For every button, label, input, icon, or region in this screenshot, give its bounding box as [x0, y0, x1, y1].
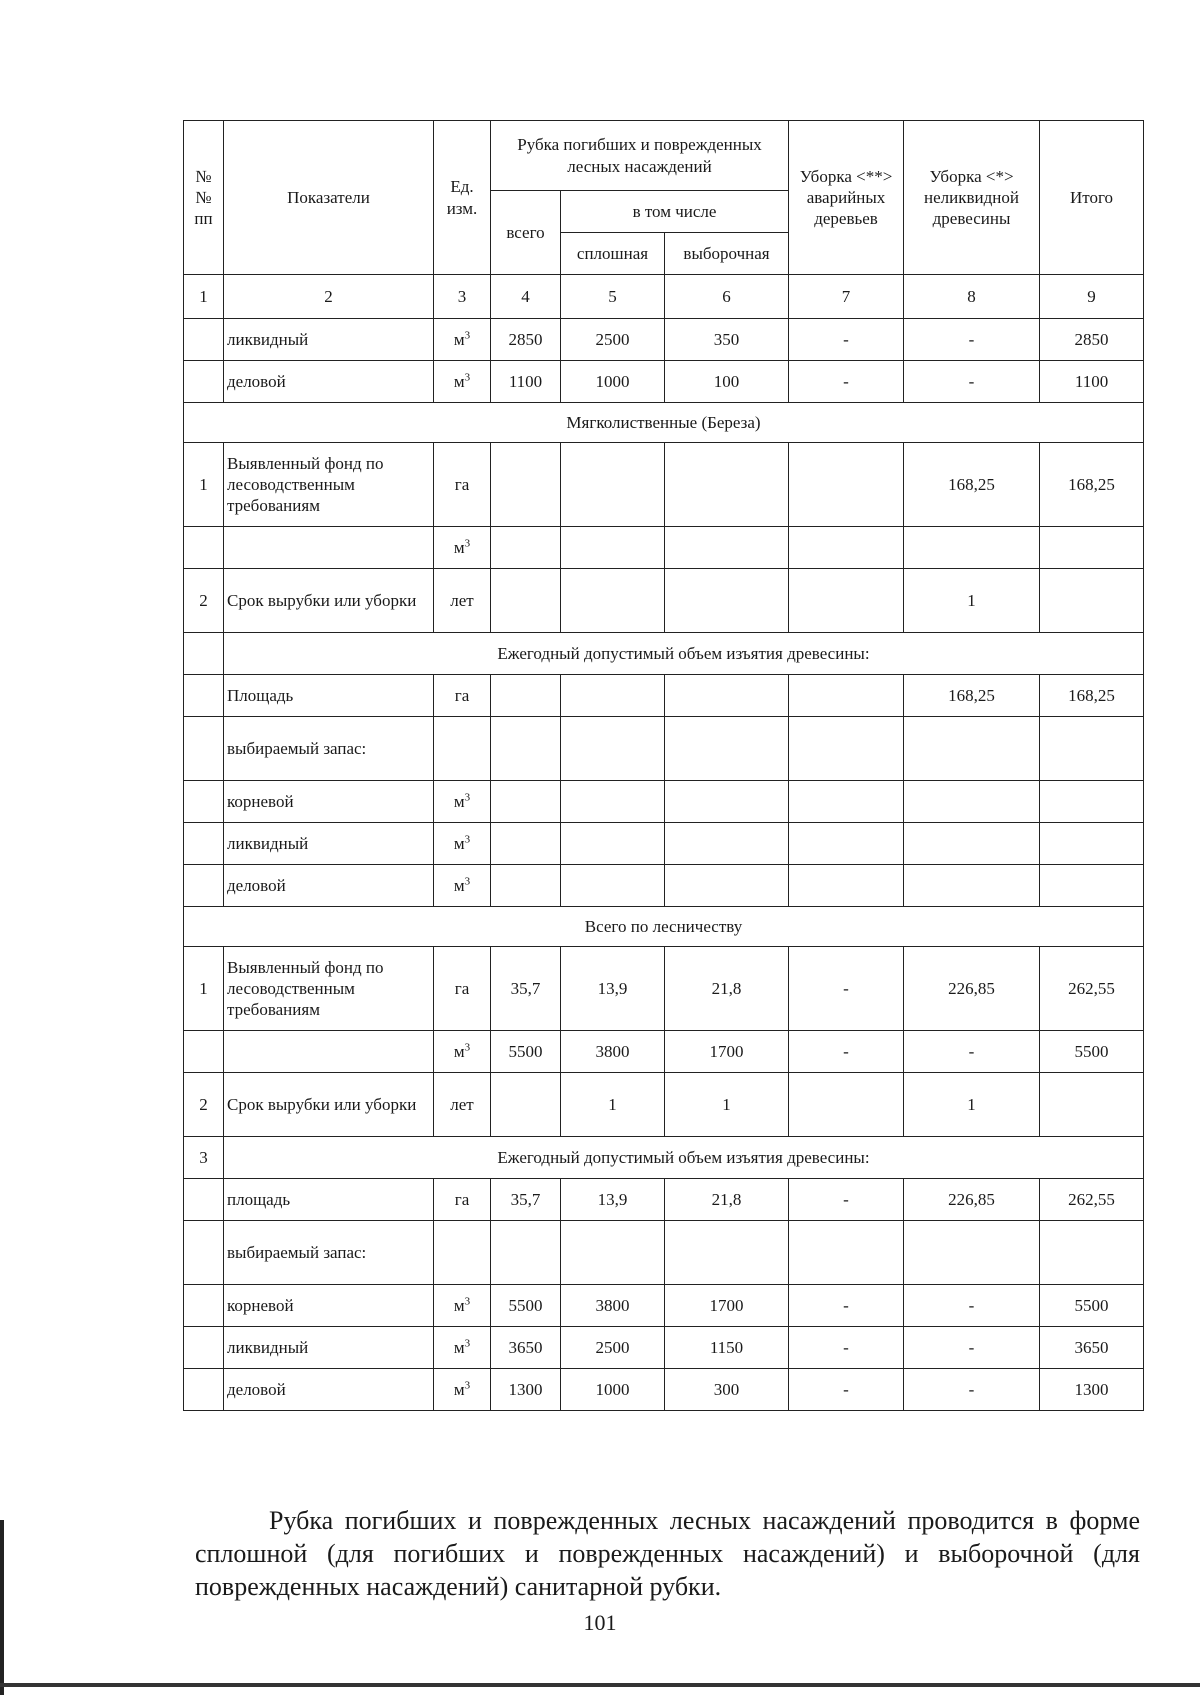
cell-c8: 168,25 [904, 443, 1040, 527]
table-row [184, 717, 1144, 781]
table-row [184, 947, 1144, 1031]
table-row [184, 1327, 1144, 1369]
cell-c5 [561, 443, 665, 527]
cell-c4: 3650 [491, 1327, 561, 1369]
row-number: 2 [184, 569, 224, 633]
cell-c4: 5500 [491, 1285, 561, 1327]
cell-c4: 35,7 [491, 947, 561, 1031]
cell-c6: 1700 [665, 1031, 789, 1073]
row-unit [434, 675, 491, 717]
cell-c7: - [789, 1327, 904, 1369]
row-indicator: выбираемый запас: [224, 1221, 434, 1285]
cell-c5: 13,9 [561, 947, 665, 1031]
table-header [184, 121, 1144, 319]
row-unit [434, 527, 491, 569]
row-indicator: деловой [224, 361, 434, 403]
cell-c4 [491, 823, 561, 865]
cell-c7 [789, 1221, 904, 1285]
unit-superscript: 3 [464, 875, 471, 888]
table-row [184, 1285, 1144, 1327]
row-indicator: Выявленный фонд по лесоводственным требованиям [224, 443, 434, 527]
table-row [184, 361, 1144, 403]
cell-c8: - [904, 361, 1040, 403]
cell-c9: 262,55 [1040, 1179, 1144, 1221]
cell-c9: 2850 [1040, 319, 1144, 361]
cell-c7: - [789, 1369, 904, 1411]
row-number [184, 1179, 224, 1221]
cell-c4 [491, 569, 561, 633]
cell-c4 [491, 443, 561, 527]
header-total-sub: всего [491, 191, 561, 275]
unit-text: га [454, 978, 470, 998]
header-unit: Ед. изм. [434, 121, 491, 275]
row-number [184, 1031, 224, 1073]
cell-c4: 1300 [491, 1369, 561, 1411]
cell-c8: - [904, 1285, 1040, 1327]
cell-c6 [665, 569, 789, 633]
cell-c4 [491, 675, 561, 717]
forest-felling-table [183, 120, 1144, 1411]
header-illiquid-wood: Уборка <*> неликвидной древесины [904, 121, 1040, 275]
unit-superscript: 3 [464, 371, 471, 384]
cell-c5 [561, 865, 665, 907]
cell-c7 [789, 865, 904, 907]
cell-c5: 2500 [561, 319, 665, 361]
header-selective-cut: выборочная [665, 233, 789, 275]
unit-text: м [453, 833, 465, 853]
cell-c4: 5500 [491, 1031, 561, 1073]
unit-text: м [453, 1337, 465, 1357]
row-number [184, 633, 224, 675]
unit-text: га [454, 474, 470, 494]
row-unit [434, 1073, 491, 1137]
column-number: 5 [561, 275, 665, 319]
cell-c7 [789, 1073, 904, 1137]
row-indicator: площадь [224, 1179, 434, 1221]
unit-text: м [453, 1379, 465, 1399]
cell-c8: 168,25 [904, 675, 1040, 717]
unit-text: м [453, 1295, 465, 1315]
cell-c8: 226,85 [904, 947, 1040, 1031]
cell-c8 [904, 781, 1040, 823]
header-clear-cut: сплошная [561, 233, 665, 275]
row-unit [434, 443, 491, 527]
row-unit [434, 1221, 491, 1285]
cell-c5 [561, 781, 665, 823]
cell-c5 [561, 675, 665, 717]
scan-edge-left [0, 1520, 4, 1695]
unit-text: м [453, 537, 465, 557]
unit-superscript: 3 [464, 1337, 471, 1350]
cell-c8: - [904, 1369, 1040, 1411]
unit-text: га [454, 685, 470, 705]
row-indicator: корневой [224, 781, 434, 823]
unit-superscript: 3 [464, 791, 471, 804]
row-indicator: корневой [224, 1285, 434, 1327]
annual-volume-row [184, 633, 1144, 675]
cell-c9 [1040, 823, 1144, 865]
table-row [184, 1073, 1144, 1137]
column-number: 6 [665, 275, 789, 319]
cell-c6: 100 [665, 361, 789, 403]
cell-c4 [491, 1221, 561, 1285]
cell-c5: 13,9 [561, 1179, 665, 1221]
cell-c7: - [789, 947, 904, 1031]
header-total: Итого [1040, 121, 1144, 275]
cell-c7: - [789, 1031, 904, 1073]
row-number [184, 1285, 224, 1327]
row-number [184, 319, 224, 361]
row-unit [434, 1179, 491, 1221]
row-number: 3 [184, 1137, 224, 1179]
column-number: 3 [434, 275, 491, 319]
table-row [184, 1179, 1144, 1221]
table-row [184, 569, 1144, 633]
cell-c5 [561, 527, 665, 569]
cell-c9 [1040, 717, 1144, 781]
cell-c9 [1040, 569, 1144, 633]
cell-c9 [1040, 1221, 1144, 1285]
body-paragraph: Рубка погибших и поврежденных лесных насаждений проводится в форме сплошной (для погибших и поврежденных насаждений) и выборочной (для поврежденных насаждений) санитарной рубки. [195, 1506, 1140, 1601]
row-number [184, 717, 224, 781]
cell-c6 [665, 527, 789, 569]
row-indicator: Срок вырубки или уборки [224, 569, 434, 633]
row-indicator: деловой [224, 865, 434, 907]
section-title: Мягколиственные (Береза) [184, 403, 1144, 443]
cell-c6: 21,8 [665, 947, 789, 1031]
column-number: 7 [789, 275, 904, 319]
row-indicator: Площадь [224, 675, 434, 717]
unit-superscript: 3 [464, 537, 471, 550]
cell-c4 [491, 781, 561, 823]
cell-c8: 1 [904, 1073, 1040, 1137]
unit-text: м [453, 371, 465, 391]
header-indicators: Показатели [224, 121, 434, 275]
unit-text: м [453, 875, 465, 895]
row-unit [434, 1031, 491, 1073]
table-row [184, 865, 1144, 907]
row-number: 1 [184, 947, 224, 1031]
row-number: 2 [184, 1073, 224, 1137]
cell-c9: 168,25 [1040, 675, 1144, 717]
cell-c7 [789, 781, 904, 823]
row-unit [434, 1327, 491, 1369]
column-number: 2 [224, 275, 434, 319]
cell-c6: 21,8 [665, 1179, 789, 1221]
cell-c6 [665, 717, 789, 781]
row-indicator: Выявленный фонд по лесоводственным требованиям [224, 947, 434, 1031]
row-number: 1 [184, 443, 224, 527]
page-number: 101 [583, 1610, 617, 1635]
cell-c5 [561, 717, 665, 781]
cell-c5: 3800 [561, 1285, 665, 1327]
table-row [184, 1031, 1144, 1073]
table-row [184, 1221, 1144, 1285]
cell-c5: 1 [561, 1073, 665, 1137]
cell-c5 [561, 1221, 665, 1285]
column-numbers-row [184, 275, 1144, 319]
cell-c9 [1040, 781, 1144, 823]
cell-c5: 2500 [561, 1327, 665, 1369]
row-unit [434, 1285, 491, 1327]
cell-c9 [1040, 865, 1144, 907]
section-title: Всего по лесничеству [184, 907, 1144, 947]
unit-superscript: 3 [464, 833, 471, 846]
cell-c7 [789, 443, 904, 527]
unit-superscript: 3 [464, 1379, 471, 1392]
section-row [184, 403, 1144, 443]
column-number: 1 [184, 275, 224, 319]
column-number: 4 [491, 275, 561, 319]
cell-c7 [789, 823, 904, 865]
annual-volume-label: Ежегодный допустимый объем изъятия древесины: [224, 1137, 1144, 1179]
section-row [184, 907, 1144, 947]
cell-c5 [561, 569, 665, 633]
annual-volume-row [184, 1137, 1144, 1179]
scan-edge-bottom [0, 1683, 1200, 1687]
cell-c6 [665, 865, 789, 907]
row-indicator: выбираемый запас: [224, 717, 434, 781]
cell-c8: - [904, 1031, 1040, 1073]
row-unit [434, 569, 491, 633]
cell-c7: - [789, 1179, 904, 1221]
cell-c6 [665, 675, 789, 717]
row-number [184, 675, 224, 717]
row-unit [434, 865, 491, 907]
cell-c6: 300 [665, 1369, 789, 1411]
row-number [184, 865, 224, 907]
row-unit [434, 823, 491, 865]
row-indicator: Срок вырубки или уборки [224, 1073, 434, 1137]
cell-c8 [904, 1221, 1040, 1285]
unit-superscript: 3 [464, 1041, 471, 1054]
cell-c8 [904, 823, 1040, 865]
cell-c5: 1000 [561, 1369, 665, 1411]
cell-c8: 1 [904, 569, 1040, 633]
table-body [184, 319, 1144, 1411]
cell-c4 [491, 865, 561, 907]
cell-c4: 1100 [491, 361, 561, 403]
cell-c4: 2850 [491, 319, 561, 361]
cell-c9 [1040, 1073, 1144, 1137]
unit-text: лет [450, 590, 474, 610]
header-dead-damaged: Рубка погибших и поврежденных лесных насаждений [491, 121, 789, 191]
cell-c6: 1 [665, 1073, 789, 1137]
cell-c6: 1150 [665, 1327, 789, 1369]
cell-c4 [491, 527, 561, 569]
cell-c7 [789, 527, 904, 569]
cell-c8 [904, 527, 1040, 569]
cell-c6: 350 [665, 319, 789, 361]
cell-c7 [789, 569, 904, 633]
unit-text: га [454, 1189, 470, 1209]
row-unit [434, 947, 491, 1031]
unit-superscript: 3 [464, 1295, 471, 1308]
cell-c6 [665, 781, 789, 823]
cell-c9: 3650 [1040, 1327, 1144, 1369]
cell-c8: - [904, 319, 1040, 361]
column-number: 9 [1040, 275, 1144, 319]
table-row [184, 319, 1144, 361]
cell-c7: - [789, 361, 904, 403]
row-indicator: ликвидный [224, 823, 434, 865]
header-emergency-trees: Уборка <**> аварийных деревьев [789, 121, 904, 275]
header-including: в том числе [561, 191, 789, 233]
row-unit [434, 781, 491, 823]
row-number [184, 1327, 224, 1369]
row-indicator: ликвидный [224, 1327, 434, 1369]
cell-c7: - [789, 319, 904, 361]
cell-c9: 1100 [1040, 361, 1144, 403]
cell-c7 [789, 675, 904, 717]
row-number [184, 823, 224, 865]
table-row [184, 443, 1144, 527]
header-num: №№ пп [184, 121, 224, 275]
cell-c9: 5500 [1040, 1285, 1144, 1327]
cell-c9: 5500 [1040, 1031, 1144, 1073]
cell-c7 [789, 717, 904, 781]
cell-c5: 1000 [561, 361, 665, 403]
cell-c4 [491, 1073, 561, 1137]
row-number [184, 527, 224, 569]
cell-c9: 168,25 [1040, 443, 1144, 527]
cell-c9 [1040, 527, 1144, 569]
row-indicator: ликвидный [224, 319, 434, 361]
cell-c5: 3800 [561, 1031, 665, 1073]
table-row [184, 781, 1144, 823]
row-unit [434, 1369, 491, 1411]
cell-c6 [665, 823, 789, 865]
table-row [184, 675, 1144, 717]
cell-c9: 1300 [1040, 1369, 1144, 1411]
table-row [184, 1369, 1144, 1411]
cell-c4 [491, 717, 561, 781]
row-number [184, 781, 224, 823]
unit-text: лет [450, 1094, 474, 1114]
row-indicator [224, 1031, 434, 1073]
unit-text: м [453, 1041, 465, 1061]
cell-c6 [665, 1221, 789, 1285]
row-unit [434, 717, 491, 781]
cell-c7: - [789, 1285, 904, 1327]
annual-volume-label: Ежегодный допустимый объем изъятия древесины: [224, 633, 1144, 675]
row-unit [434, 319, 491, 361]
cell-c5 [561, 823, 665, 865]
cell-c6 [665, 443, 789, 527]
cell-c4: 35,7 [491, 1179, 561, 1221]
row-indicator [224, 527, 434, 569]
unit-text: м [453, 329, 465, 349]
table-row [184, 823, 1144, 865]
cell-c9: 262,55 [1040, 947, 1144, 1031]
row-unit [434, 361, 491, 403]
unit-text: м [453, 791, 465, 811]
cell-c8: 226,85 [904, 1179, 1040, 1221]
table-row [184, 527, 1144, 569]
column-number: 8 [904, 275, 1040, 319]
cell-c8 [904, 717, 1040, 781]
unit-superscript: 3 [464, 329, 471, 342]
row-number [184, 1369, 224, 1411]
row-number [184, 1221, 224, 1285]
cell-c8: - [904, 1327, 1040, 1369]
cell-c8 [904, 865, 1040, 907]
cell-c6: 1700 [665, 1285, 789, 1327]
row-indicator: деловой [224, 1369, 434, 1411]
row-number [184, 361, 224, 403]
